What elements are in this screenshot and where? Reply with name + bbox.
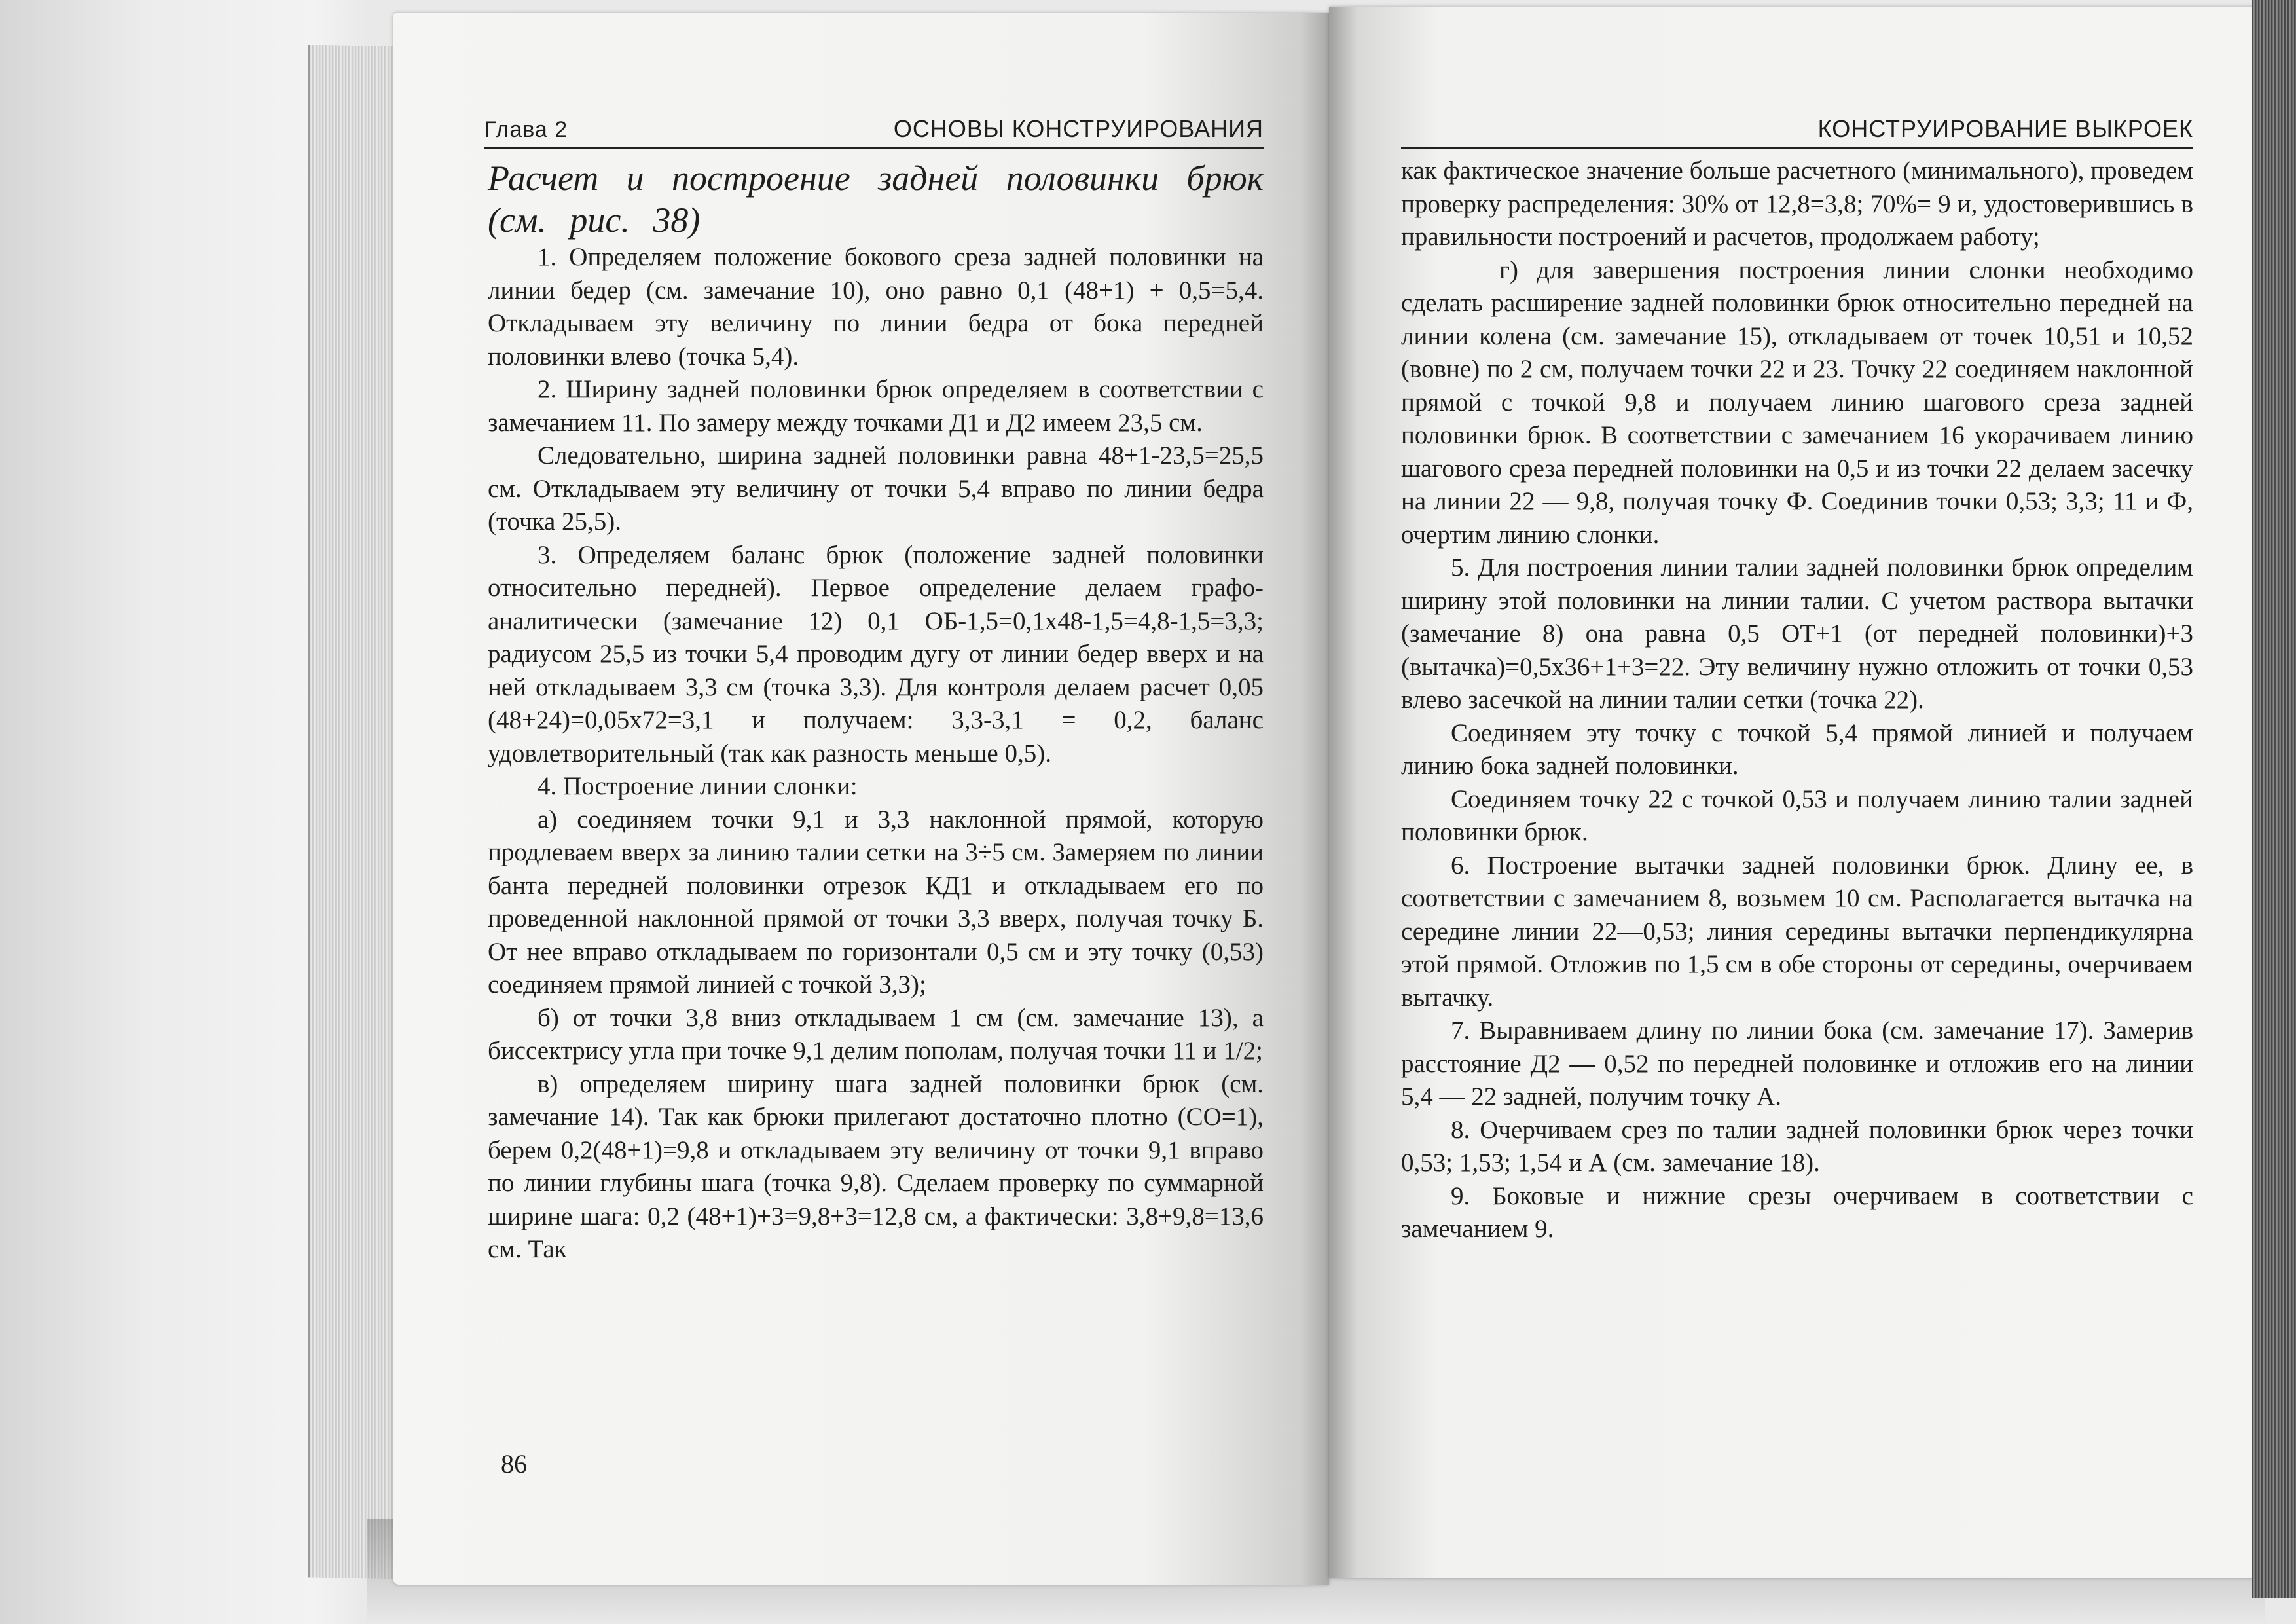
section-heading: Расчет и построение задней половинки брюк (см. рис. 38) <box>488 158 1264 240</box>
paragraph: б) от точки 3,8 вниз откладываем 1 см (см. замечание 13), а биссектрису угла при точке 9,1 делим пополам, получая точки 11 и 1/2; <box>488 1003 1264 1065</box>
paragraph: 3. Определяем баланс брюк (положение задней половинки относительно передней). Первое определение делаем графо-аналитически (замечание 12) 0,1 ОБ-1,5=0,1х48-1,5=4,8-1,5=3,3; радиусом 25,5 из точки 5,4 проводим дугу от линии бедер вверх и на ней откладываем 3,3 см (точка 3,3). Для контроля делаем расчет 0,05 (48+24)=0,05х72=3,1 и получаем: 3,3-3,1 = 0,2, баланс удовлетворительный (так как разность меньше 0,5). <box>488 540 1264 767</box>
page-stack-right <box>2252 0 2296 1598</box>
paragraph: 5. Для построения линии талии задней половинки брюк определим ширину этой половинки на линии талии. С учетом раствора вытачки (замечание 8) она равна 0,5 ОТ+1 (от передней половинки)+3 (вытачка)=0,5х36+1+3=22. Эту величину нужно отложить от точки 0,53 влево засечкой на линии талии сетки (точка 22). <box>1401 553 2193 714</box>
paragraph: как фактическое значение больше расчетного (минимального), проведем проверку распределения: 30% от 12,8=3,8; 70%= 9 и, удостоверившись в правильности построений и расчетов, продолжаем работу; <box>1401 157 2193 251</box>
right-text-column <box>1401 155 2193 1246</box>
paragraph: Соединяем эту точку с точкой 5,4 прямой линией и получаем линию бока задней половинки. <box>1401 718 2193 780</box>
right-running-header <box>1401 110 2193 149</box>
paragraph: 9. Боковые и нижние срезы очерчиваем в соответствии с замечанием 9. <box>1401 1181 2193 1243</box>
paragraph: 4. Построение линии слонки: <box>538 772 858 800</box>
left-section-title: ОСНОВЫ КОНСТРУИРОВАНИЯ <box>893 115 1264 142</box>
paragraph: г) для завершения построения линии слонки необходимо сделать расширение задней половинки брюк относительно передней на линии колена (см. замечание 15), откладываем от точек 10,51 и 10,52 (вовне) по 2 см, получаем точки 22 и 23. Точку 22 соединяем наклонной прямой с точкой 9,8 и получаем линию шагового среза задней половинки брюк. В соответствии с замечанием 16 укорачиваем линию шагового среза передней половинки на 0,5 и из точки 22 делаем засечку на линии 22 — 9,8, получая точку Ф. Соединив точки 0,53; 3,3; 11 и Ф, очертим линию слонки. <box>1401 255 2193 549</box>
paragraph: 8. Очерчиваем срез по талии задней половинки брюк через точки 0,53; 1,53; 1,54 и А (см. замечание 18). <box>1401 1115 2193 1177</box>
left-text-column <box>488 157 1264 1266</box>
paragraph: 1. Определяем положение бокового среза задней половинки на линии бедер (см. замечание 10), оно равно 0,1 (48+1) + 0,5=5,4. Откладываем эту величину по линии бедра от бока передней половинки влево (точка 5,4). <box>488 243 1264 371</box>
paragraph: 6. Построение вытачки задней половинки брюк. Длину ее, в соответствии с замечанием 8, возьмем 10 см. Располагается вытачка на середине линии 22—0,53; линия середины вытачки перпендикулярна этой прямой. Отложив по 1,5 см в обе стороны от середины, очерчиваем вытачку. <box>1401 851 2193 1012</box>
paragraph: 2. Ширину задней половинки брюк определяем в соответствии с замечанием 11. По замеру между точками Д1 и Д2 имеем 23,5 см. <box>488 375 1264 437</box>
right-section-title: КОНСТРУИРОВАНИЕ ВЫКРОЕК <box>1817 115 2193 142</box>
paragraph: 7. Выравниваем длину по линии бока (см. замечание 17). Замерив расстояние Д2 — 0,52 по передней половинке и отложив его на линии 5,4 — 22 задней, получим точку А. <box>1401 1016 2193 1111</box>
left-running-header <box>484 110 1264 149</box>
page-number: 86 <box>501 1449 527 1479</box>
paragraph: в) определяем ширину шага задней половинки брюк (см. замечание 14). Так как брюки прилегают достаточно плотно (СО=1), берем 0,2(48+1)=9,8 и откладываем эту величину от точки 9,1 вправо по линии глубины шага (точка 9,8). Сделаем проверку по суммарной ширине шага: 0,2 (48+1)+3=9,8+3=12,8 см, а фактически: 3,8+9,8=13,6 см. Так <box>488 1069 1264 1263</box>
paragraph: Соединяем точку 22 с точкой 0,53 и получаем линию талии задней половинки брюк. <box>1401 784 2193 846</box>
chapter-label: Глава 2 <box>484 117 568 142</box>
paragraph: а) соединяем точки 9,1 и 3,3 наклонной прямой, которую продлеваем вверх за линию талии сетки на 3÷5 см. Замеряем по линии банта передней половинки отрезок КД1 и откладываем его по проведенной наклонной прямой от точки 3,3 вверх, получая точку Б. От нее вправо откладываем по горизонтали 0,5 см и эту точку (0,53) соединяем прямой линией с точкой 3,3); <box>488 805 1264 999</box>
paragraph: Следовательно, ширина задней половинки равна 48+1-23,5=25,5 см. Откладываем эту величину от точки 5,4 вправо по линии бедра (точка 25,5). <box>488 441 1264 536</box>
